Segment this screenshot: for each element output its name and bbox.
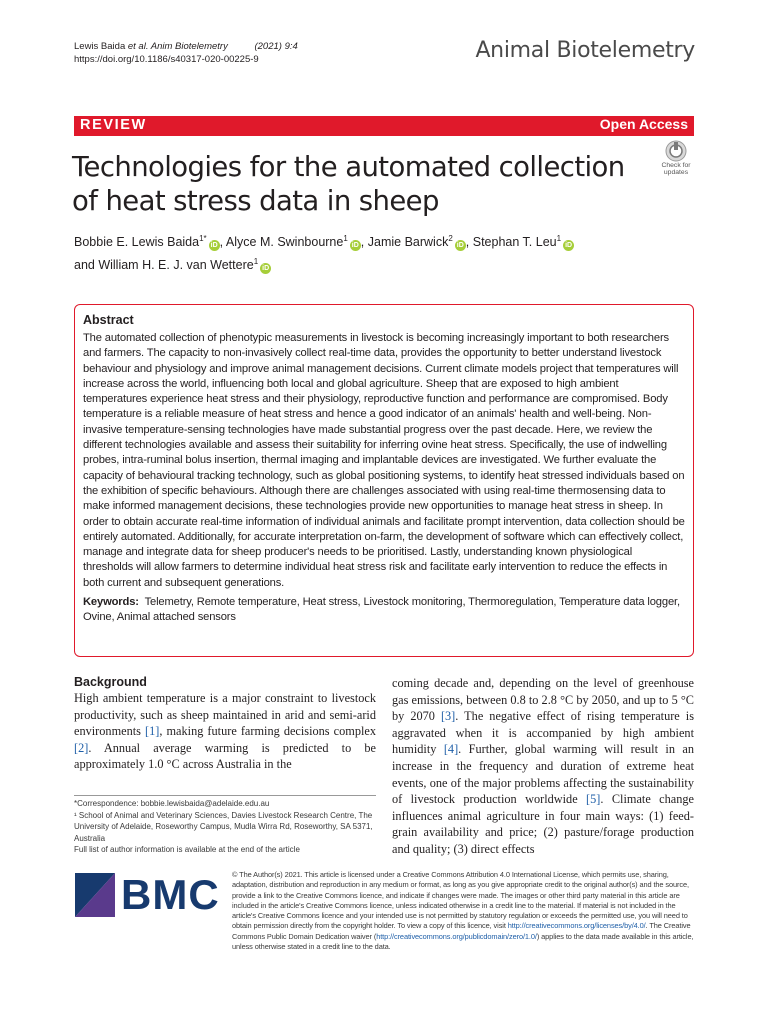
- correspondence-email[interactable]: *Correspondence: bobbie.lewisbaida@adelaide.edu.au: [74, 799, 270, 808]
- author-name[interactable]: Stephan T. Leu: [472, 235, 557, 250]
- author-name[interactable]: and William H. E. J. van Wettere: [74, 258, 254, 273]
- orcid-icon[interactable]: iD: [565, 242, 573, 250]
- keywords-label: Keywords:: [83, 596, 139, 609]
- author-affiliation-mark: 1*: [199, 234, 207, 243]
- author-affiliation-mark: 1: [253, 257, 259, 267]
- article-type-label: REVIEW: [80, 117, 147, 133]
- background-left-column: [74, 675, 376, 773]
- article-type-banner: [74, 116, 694, 136]
- abstract-text: The automated collection of phenotypic measurements in livestock is becoming increasingly important to both researchers and farmers. The capacity to non-invasively collect real-time data, provides the opportunity to better understand livestock behaviour and physiology and improve animal management decisions. Current climate models project that temperatures will increase across the world, influencing both local and global agriculture. Sheep that are exposed to high ambient temperatures experience heat stress and their physiology, reproductive function and performance are compromised. Body temperature is a reliable measure of heat stress and hence a good indicator of an animals' health and well-being. Non-invasive temperature-sensing technologies have made substantial progress over the past decade. Here, we review the different technologies available and assess their suitability for inferring ovine heat stress. Specifically, the use of indwelling probes, intra-ruminal bolus insertion, thermal imaging and implantable devices are investigated. We further evaluate the capacity of behavioural tracking technology, such as global positioning systems, to identify heat stressed individuals based on the exhibition of specific behaviours. Although there are challenges associated with using real-time thermosensing data to make informed management decisions, these technologies provide new opportunities to manage heat stress in sheep. In order to obtain accurate real-time information of individual animals and facilitate prompt intervention, data collection should be entirely automated. Additionally, for accurate interpretation on-farm, the development of software which can effectively collect, manage and integrate data for sheep producer's needs to be prioritised. Lastly, understanding known physiological thresholds will allow farmers to determine individual heat stress risk and facilitate early intervention to reduce the effects in both current and subsequent generations.: [83, 332, 685, 589]
- citation-header: [74, 40, 298, 66]
- author-name[interactable]: Bobbie E. Lewis Baida: [74, 235, 200, 250]
- bmc-logo-text: BMC: [121, 871, 220, 918]
- public-domain-link[interactable]: http://creativecommons.org/publicdomain/zero/1.0/: [376, 931, 537, 941]
- background-heading: Background: [74, 675, 147, 689]
- author-affiliation-mark: 1: [556, 234, 562, 243]
- citation-link[interactable]: [2]: [74, 740, 89, 755]
- doi-link[interactable]: https://doi.org/10.1186/s40317-020-00225-9: [74, 54, 259, 65]
- check-for-updates-badge[interactable]: [655, 140, 697, 182]
- citation-journal: et al. Anim Biotelemetry: [127, 41, 228, 52]
- text-run: . Annual average warming is predicted to be approximately 1.0 °C across Australia in the: [74, 740, 376, 772]
- citation-link[interactable]: [5]: [586, 792, 601, 807]
- abstract-heading: Abstract: [83, 313, 134, 327]
- author-affiliation-mark: 2: [448, 234, 453, 243]
- keywords: [83, 595, 685, 626]
- background-paragraph-1: [74, 690, 376, 773]
- keywords-list: Telemetry, Remote temperature, Heat stress, Livestock monitoring, Thermoregulation, Temperature data logger, Ovine, Animal attached sensors: [83, 596, 680, 624]
- text-run: coming decade and, depending on the level of greenhouse gas emissions, between 0.8 to 2.8 °C by 2050, and up to 5 °C by 2070: [392, 676, 694, 724]
- correspondence-footnote: [74, 795, 376, 856]
- background-right-column: [392, 675, 694, 858]
- article-title: Technologies for the automated collection of heat stress data in sheep: [72, 151, 625, 217]
- license-link[interactable]: http://creativecommons.org/licenses/by/4.0/: [507, 921, 646, 931]
- background-paragraph-2: [392, 675, 694, 858]
- text-run: , making future farming decisions complex: [159, 724, 376, 739]
- author-name[interactable]: Jamie Barwick: [367, 235, 449, 250]
- license-statement: [232, 870, 694, 952]
- author-affiliation-mark: 1: [343, 234, 348, 243]
- text-run: . The Creative Commons Public Domain Dedication waiver (: [232, 921, 691, 941]
- text-run: ) applies to the data made available in this article, unless otherwise stated in a credit line to the data.: [232, 931, 694, 952]
- affiliation: ¹ School of Animal and Veterinary Sciences, Davies Livestock Research Centre, The University of Adelaide, Roseworthy Campus, Mudla Wirra Rd, Roseworthy, SA 5371, Australia: [74, 810, 373, 843]
- text-run: © The Author(s) 2021. This article is licensed under a Creative Commons Attribution 4.0 International License, which permits use, sharing, adaptation, distribution and reproduction in any medium or format, as long as you give appropriate credit to the original author(s) and the source, provide a link to the Creative Commons licence, and indicate if changes were made. The images or other third party material in this article are included in the article's Creative Commons licence, unless indicated otherwise in a credit line to the material. If material is not included in the article's Creative Commons licence and your intended use is not permitted by statutory regulation or exceeds the permitted use, you will need to obtain permission directly from the copyright holder. To view a copy of this licence, visit: [232, 870, 689, 931]
- citation-link[interactable]: [1]: [145, 724, 160, 739]
- text-run: High ambient temperature is a major constraint to livestock productivity, such as sheep maintained in arid and semi-arid environments: [74, 691, 376, 739]
- citation-link[interactable]: [3]: [440, 709, 456, 724]
- check-updates-icon: [665, 140, 687, 162]
- journal-name: Animal Biotelemetry: [475, 38, 695, 63]
- author-list: Bobbie E. Lewis Baida$^{1*}$iD , Alyce M. Swinbourne$^1$iD , Jamie Barwick$^2$iD , Stephan T. Leu$^1$iD and William H. E. J. van Wettere$^1$iD: [74, 234, 573, 273]
- citation-year-volume: (2021) 9:4: [254, 41, 298, 52]
- citation-line: [74, 40, 298, 53]
- author-name[interactable]: Alyce M. Swinbourne: [225, 235, 344, 250]
- orcid-icon[interactable]: iD: [262, 265, 270, 273]
- orcid-icon[interactable]: iD: [351, 242, 359, 250]
- bmc-logo-icon: [75, 873, 115, 917]
- check-updates-line2: updates: [663, 169, 689, 176]
- open-access-label: Open Access: [599, 116, 688, 132]
- orcid-icon[interactable]: iD: [210, 242, 218, 250]
- orcid-icon[interactable]: iD: [456, 242, 464, 250]
- text-run: . The negative effect of rising temperature is aggravated when it is accompanied by high ambient humidity: [392, 709, 694, 757]
- check-updates-line1: Check for: [661, 162, 691, 169]
- abstract-box: [74, 304, 694, 657]
- author-info-note: Full list of author information is available at the end of the article: [74, 845, 300, 854]
- text-run: . Further, global warming will result in an increase in the frequency and duration of extreme heat events, one of the major problems affecting the sustainability of livestock production worldwide: [392, 742, 694, 807]
- citation-authors: Lewis Baida: [74, 41, 126, 52]
- text-run: . Climate change influences animal agriculture in four main ways: (1) feed-grain availability and price; (2) pasture/forage production and quality; (3) direct effects: [392, 792, 694, 856]
- citation-link[interactable]: [4]: [443, 742, 459, 757]
- bmc-logo[interactable]: [75, 871, 220, 919]
